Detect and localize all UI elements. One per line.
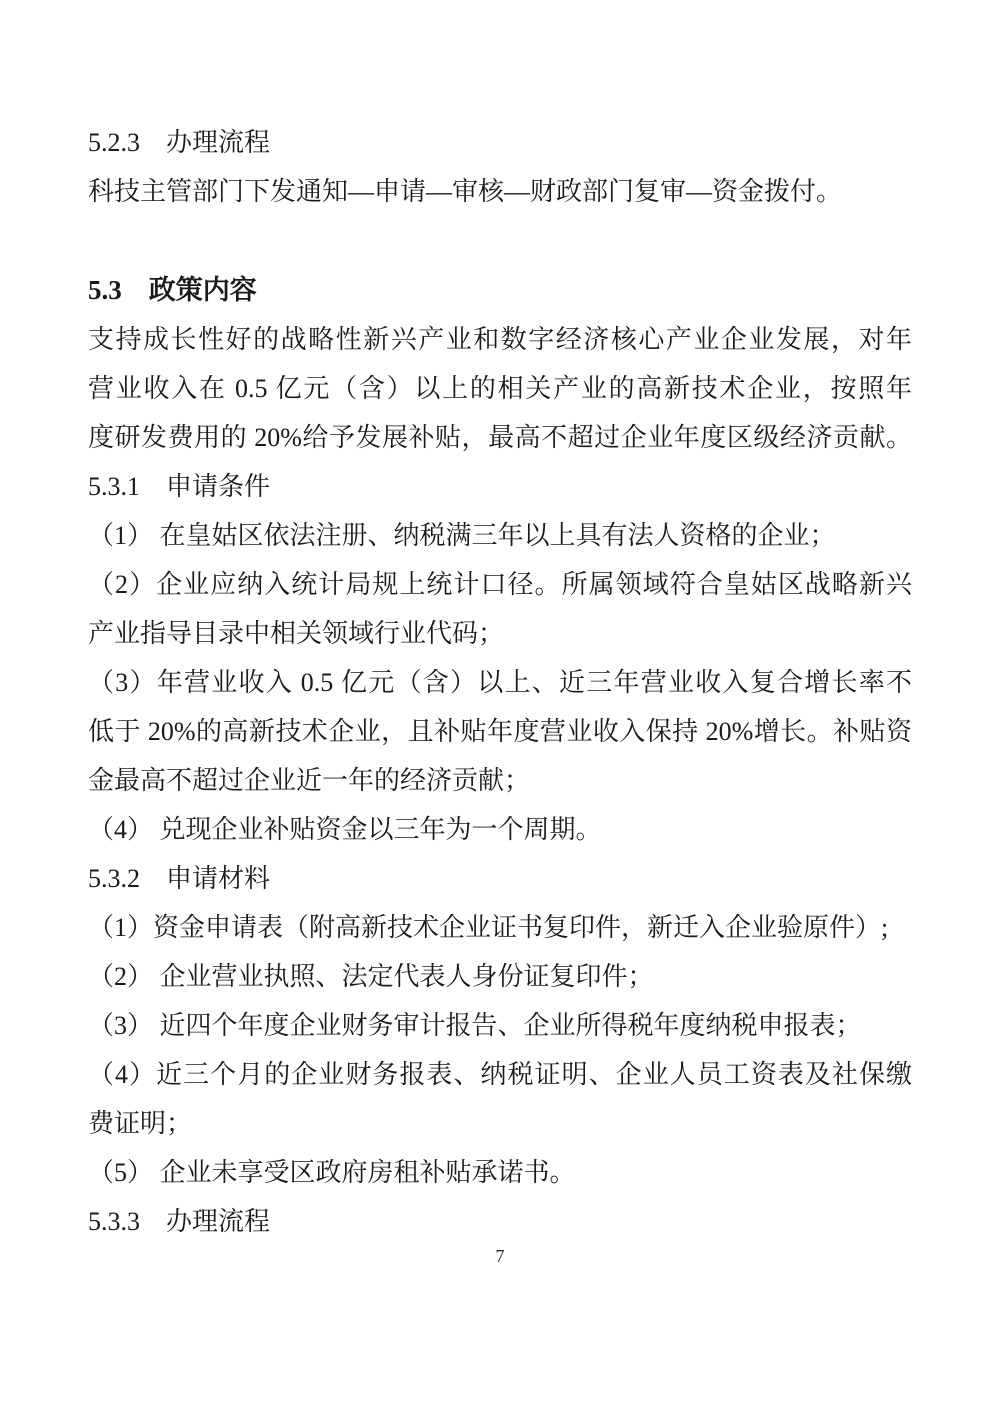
policy-paragraph-line-2: 营业收入在 0.5 亿元（含）以上的相关产业的高新技术企业，按照年 [88, 374, 912, 403]
material-item-4-line-2: 费证明； [88, 1109, 193, 1138]
section-heading-5-3-1: 5.3.1 申请条件 [88, 472, 271, 501]
material-item-1: （1）资金申请表（附高新技术企业证书复印件，新迁入企业验原件）; [88, 913, 889, 942]
policy-paragraph-line-3: 度研发费用的 20%给予发展补贴，最高不超过企业年度区级经济贡献。 [88, 423, 912, 452]
process-flow-text-5-2-3: 科技主管部门下发通知—申请—审核—财政部门复审—资金拨付。 [88, 177, 843, 206]
condition-item-4: （4） 兑现企业补贴资金以三年为一个周期。 [88, 815, 602, 844]
section-heading-5-3: 5.3 政策内容 [88, 275, 257, 305]
section-heading-5-3-2: 5.3.2 申请材料 [88, 864, 271, 893]
condition-item-1: （1） 在皇姑区依法注册、纳税满三年以上具有法人资格的企业； [88, 521, 836, 550]
page-number: 7 [495, 1246, 505, 1266]
condition-item-2-line-2: 产业指导目录中相关领域行业代码； [88, 619, 505, 648]
section-heading-5-2-3: 5.2.3 办理流程 [88, 128, 271, 157]
section-gap [88, 216, 912, 266]
condition-item-3-line-2: 低于 20%的高新技术企业，且补贴年度营业收入保持 20%增长。补贴资 [88, 717, 912, 746]
condition-item-2-line-1: （2）企业应纳入统计局规上统计口径。所属领域符合皇姑区战略新兴 [88, 570, 912, 599]
condition-item-3-line-1: （3）年营业收入 0.5 亿元（含）以上、近三年营业收入复合增长率不 [88, 668, 912, 697]
material-item-2: （2） 企业营业执照、法定代表人身份证复印件； [88, 962, 654, 991]
condition-item-3-line-3: 金最高不超过企业近一年的经济贡献； [88, 766, 531, 795]
material-item-5: （5） 企业未享受区政府房租补贴承诺书。 [88, 1158, 576, 1187]
material-item-4-line-1: （4）近三个月的企业财务报表、纳税证明、企业人员工资表及社保缴 [88, 1060, 912, 1089]
policy-paragraph-line-1: 支持成长性好的战略性新兴产业和数字经济核心产业企业发展，对年 [88, 325, 912, 354]
section-heading-5-3-3: 5.3.3 办理流程 [88, 1207, 271, 1236]
material-item-3: （3） 近四个年度企业财务审计报告、企业所得税年度纳税申报表； [88, 1011, 862, 1040]
